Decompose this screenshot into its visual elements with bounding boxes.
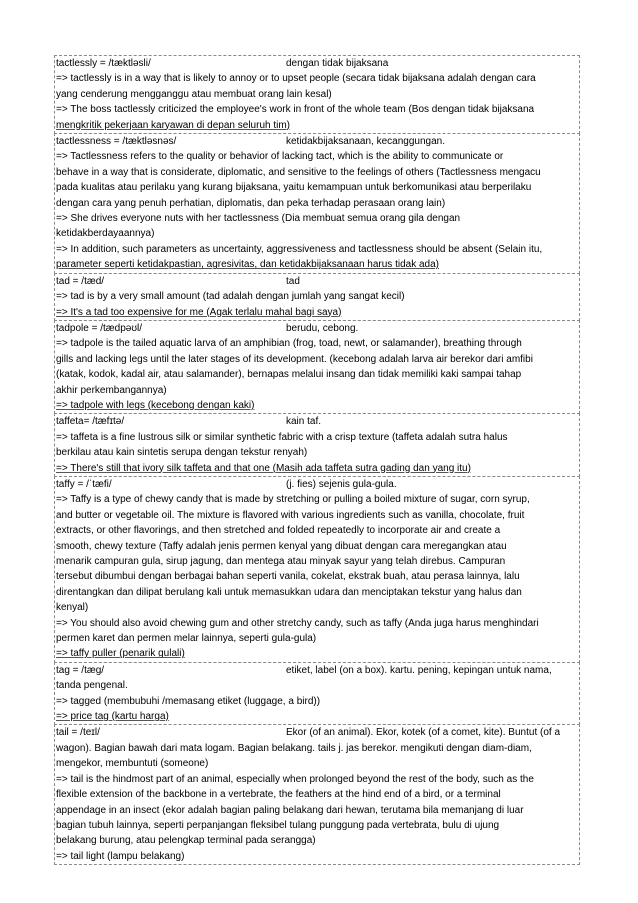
entry-text-line: => There's still that ivory silk taffeta and that one (Masih ada taffeta sutra gading dan yang itu) (56, 462, 471, 474)
entry-translation: kain taf. (286, 416, 322, 428)
entry-text-line: berkilau atau kain sintetis serupa dengan tekstur renyah) (56, 447, 308, 459)
entry-translation: dengan tidak bijaksana (286, 58, 389, 69)
entry-text-line: => tactlessly is in a way that is likely to annoy or to upset people (secara tidak bijaksana adalah dengan cara (56, 73, 536, 85)
entry-text-line: (katak, kodok, kadal air, atau salamander), bernapas melalui insang dan tidak memiliki kaki sampai tahap (56, 369, 522, 381)
entry-text-line: => tagged (membubuhi /memasang etiket (luggage, a bird)) (56, 695, 321, 707)
entry-text-line: => tail is the hindmost part of an animal, especially when prolonged beyond the rest of the body, such as the (56, 773, 534, 785)
dictionary-entry (54, 662, 580, 726)
entry-text-line: smooth, chewy texture (Taffy adalah jenis permen kenyal yang dibuat dengan cara meregangkan atau (56, 540, 507, 552)
entry-text-line: dengan cara yang penuh perhatian, diplomatis, dan peka terhadap perasaan orang lain) (56, 197, 446, 209)
entry-text-line: permen karet dan permen melar lainnya, seperti gula-gula) (56, 633, 317, 645)
dictionary-entry (54, 133, 580, 274)
entry-text-line: => In addition, such parameters as uncertainty, aggressiveness and tactlessness should be absent (Selain itu, (56, 243, 543, 255)
entry-text-line: appendage in an insect (ekor adalah bagian paling belakang dari hewan, terutama bila memanjang di luar (56, 804, 524, 816)
entry-headword: tag = /tæg/ (56, 664, 105, 676)
entry-headword-row (56, 321, 579, 336)
entry-text-line: => Tactlessness refers to the quality or behavior of lacking tact, which is the ability to communicate or (56, 151, 504, 163)
entry-headword: taffy = /ˈtæfi/ (56, 478, 112, 490)
entry-headword: tad = /tæd/ (56, 275, 105, 287)
entry-text-line: kenyal) (56, 602, 89, 614)
entry-text-line: => taffy puller (penarik gulali) (56, 648, 185, 660)
entry-text-line: => You should also avoid chewing gum and other stretchy candy, such as taffy (Anda juga harus menghindari (56, 617, 539, 629)
entry-headword: tadpole = /tædpəʊl/ (56, 322, 143, 334)
entry-text-line: gills and lacking legs until the later stages of its development. (kecebong adalah larva air berekor dari amfibi (56, 353, 533, 365)
entry-headword: taffeta= /tæfɪtə/ (56, 416, 125, 428)
entry-text-line: direntangkan dan dilipat berulang kali untuk memasukkan udara dan menciptakan tekstur yang halus dan (56, 586, 522, 598)
entry-text-line: parameter seperti ketidakpastian, agresivitas, dan ketidakbijaksanaan harus tidak ada) (56, 259, 439, 271)
entry-text-line: wagon). Bagian bawah dari mata logam. Bagian belakang. tails j. jas berekor. mengikuti dengan diam-diam, (56, 742, 532, 754)
entry-headword-row (56, 134, 579, 149)
entry-text-line: => It's a tad too expensive for me (Agak terlalu mahal bagi saya) (56, 306, 342, 318)
entry-text-line: => price tag (kartu harga) (56, 711, 169, 723)
entry-headword-row (56, 477, 579, 492)
entry-headword-row (56, 414, 579, 429)
entry-text-line: bagian tubuh lainnya, seperti perpanjangan fleksibel tulang punggung pada vertebrata, bulu di ujung (56, 819, 500, 831)
entry-text-line: ketidakberdayaannya) (56, 228, 155, 240)
entry-translation: ketidakbijaksanaan, kecanggungan. (286, 136, 446, 148)
entry-headword: tail = /teɪl/ (56, 727, 100, 739)
entry-headword-row (56, 663, 579, 678)
entry-headword-row (56, 725, 579, 740)
entry-translation: tad (286, 275, 300, 287)
entry-text-line: belakang burung, atau pelengkap terminal pada serangga) (56, 835, 316, 847)
dictionary-entry (54, 476, 580, 663)
entry-headword: tactlessness = /tæktləsnəs/ (56, 136, 177, 148)
entry-text-line: => tadpole with legs (kecebong dengan kaki) (56, 399, 255, 411)
entry-translation: berudu, cebong. (286, 322, 359, 334)
entry-headword: tactlessly = /tæktləsli/ (56, 58, 151, 69)
entry-text-line: menarik campuran gula, sirup jagung, dan mentega atau minyak sayur yang telah direbus. Campuran (56, 556, 506, 567)
dictionary-entry (54, 413, 580, 477)
dictionary-document (54, 56, 580, 865)
entry-text-line: => Taffy is a type of chewy candy that is made by stretching or pulling a boiled mixture of sugar, corn syrup, (56, 494, 530, 506)
dictionary-entry (54, 320, 580, 414)
entry-text-line: flexible extension of the backbone in a vertebrate, the feathers at the hind end of a bird, or a terminal (56, 789, 501, 801)
dictionary-entry (54, 273, 580, 321)
dictionary-entry (54, 55, 580, 134)
entry-headword-row (56, 56, 579, 71)
entry-text-line: and butter or vegetable oil. The mixture is flavored with various ingredients such as vanilla, chocolate, fruit (56, 509, 525, 521)
entry-text-line: => tail light (lampu belakang) (56, 850, 185, 862)
entry-text-line: tanda pengenal. (56, 680, 128, 692)
entry-text-line: extracts, or other flavorings, and then stretched and folded repeatedly to incorporate air and create a (56, 525, 501, 537)
entry-translation: etiket, label (on a box). kartu. pening, kepingan untuk nama, (286, 664, 552, 676)
entry-text-line: => tadpole is the tailed aquatic larva of an amphibian (frog, toad, newt, or salamander), breathing through (56, 338, 522, 350)
entry-text-line: => She drives everyone nuts with her tactlessness (Dia membuat semua orang gila dengan (56, 213, 461, 225)
entry-text-line: mengkritik pekerjaan karyawan di depan seluruh tim) (56, 119, 291, 131)
entry-translation: (j. fies) sejenis gula-gula. (286, 478, 397, 490)
entry-translation: Ekor (of an animal). Ekor, kotek (of a comet, kite). Buntut (of a (286, 727, 561, 739)
entry-headword-row (56, 274, 579, 289)
entry-text-line: => taffeta is a fine lustrous silk or similar synthetic fabric with a crisp texture (taffeta adalah sutra halus (56, 431, 508, 443)
entry-text-line: akhir perkembangannya) (56, 384, 167, 396)
entry-text-line: pada kualitas atau perilaku yang kurang bijaksana, yaitu kemampuan untuk berkomunikasi atau berperilaku (56, 182, 532, 194)
dictionary-entry (54, 724, 580, 865)
entry-text-line: behave in a way that is considerate, diplomatic, and sensitive to the feelings of others (Tactlessness mengacu (56, 166, 541, 178)
entry-text-line: => The boss tactlessly criticized the employee's work in front of the whole team (Bos dengan tidak bijaksana (56, 104, 535, 116)
entry-text-line: yang cenderung mengganggu atau membuat orang lain kesal) (56, 88, 332, 100)
entry-text-line: => tad is by a very small amount (tad adalah dengan jumlah yang sangat kecil) (56, 291, 405, 303)
entry-text-line: mengekor, membuntuti (someone) (56, 758, 209, 770)
entry-text-line: tersebut dibumbui dengan berbagai bahan seperti vanila, cokelat, ekstrak buah, atau perasa lainnya, lalu (56, 571, 520, 583)
